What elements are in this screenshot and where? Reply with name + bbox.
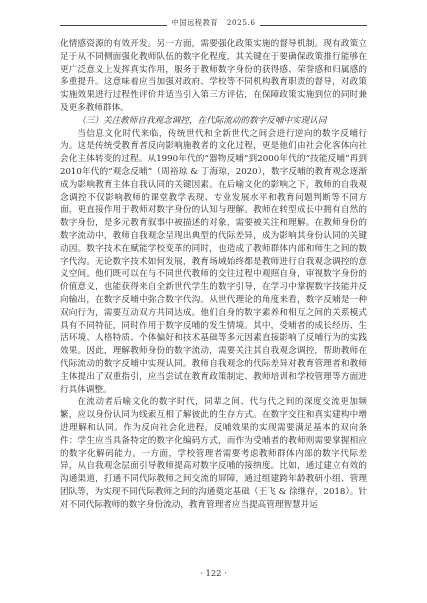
section-heading: （三）关注教师自我观念调控，在代际流动的数字反哺中实现认同	[77, 115, 327, 126]
paragraph: 当信息文化时代来临，传统世代和全新世代之间会进行逆向的数字反哺行为。这是传统受教育者反向影响施教者的文化过程，更是他们由社会化客体向社会化主体转变的过程。从1990年代的“器物反哺”到2000年代的“技能反哺”再到2010年代的“观念反哺”（周裕琼 & 丁海琼，2020），数字反哺的教育观念逐渐成为影响教育主体自我认同的关键因素。在后喻文化的影响之下，教师的自我观念调控不仅影响教师的课堂教学表现、专业发展水平和教育问题判断等不同方面，更直接作用于教师对数字身份的认知与理解。教师在转型成长中拥有自然的数字身份，是多元教育叙事中被描述的对象，需要被关注和理解。在教师身份的数字流动中，教师自我观念呈现出典型的代际差异，成为影响其身份认同的关键动因。数字技术在赋能学校变革的同时，也造成了教师群体内部和师生之间的数字代沟。无论数字技术如何发展，教育场域始终都是教师进行自我观念调控的意义空间。他们既可以在与不同世代教师的交往过程中观照自身，审视数字身份的价值意义，也能获得来自全新世代学生的数字引导，在学习中掌握数字技能并反向输出，在数字反哺中弥合数字代沟。从世代理论的角度来看，数字反哺是一种双向行为，需要互动双方共同达成。他们自身的数字素养和相互之间的关系模式具有不同特征，同时作用于数字反哺的发生情境。其中，受哺者的成长经历、生活环境、人格特质、个体偏好和技术基础等多元因素直接影响了反哺行为的实践效果。因此，理解教师身份的数字流动，需要关注其自我观念调控，帮助教师在代际流动的数字反哺中实现认同。教师自我观念的代际差异对教育管理者和教师主体提出了双重指引，应当尝试在教育政策制定、教师培训和学校管理等方面进行具体调整。	[60, 128, 367, 395]
paragraph-continuation: 化情感资源的有效开发。另一方面，需要强化政策实施的督导机制。现有政策立足于从不同侧面强化教师队伍的数字化程度，其关键在于要确保政策推行能够在更广泛意义上发挥真实作用，服务于教师数字身份的获得感、荣誉感和归属感的多重提升。这意味着应当加强对政府、学校等不同机构教育职责的督导，对政策实施效果进行过程性评价并适当引入第三方评估，在保障政策实施到位的同时兼及更多教师群体。	[60, 39, 367, 113]
journal-name: 中国远程教育	[171, 18, 219, 27]
header-rule-right	[247, 25, 367, 26]
page-number: · 122 ·	[200, 568, 227, 578]
journal-issue: 2025.6	[226, 18, 256, 27]
journal-header	[167, 18, 259, 28]
header-rule-left	[60, 25, 180, 26]
paragraph: 在流动者后喻文化的数字时代，同辈之间、代与代之间的深度交流更加频繁，应以身份认同为线索互相了解彼此的生存方式。在数字交往和真实建构中增进理解和认同。作为反向社会化进程，反哺效果的实现需要满足基本的双向条件：学生应当具备特定的数字化编码方式，而作为受哺者的教师则需要掌握相应的数字化解码能力。一方面，学校管理者需要考虑教师群体内部的数字代际差异，从自我观念层面引导教师提高对数字反哺的接纳度。比如，通过建立有效的沟通渠道，打通不同代际教师之间交流的屏障，通过组建跨年龄教研小组、管理团队等，为实现不同代际教师之间的沟通奠定基础（王飞 & 徐继存，2018）。针对不同代际教师的数字身份流动，教育管理者应当提高管理智慧并运	[60, 397, 367, 510]
article-body	[60, 38, 367, 511]
running-header	[0, 18, 427, 32]
